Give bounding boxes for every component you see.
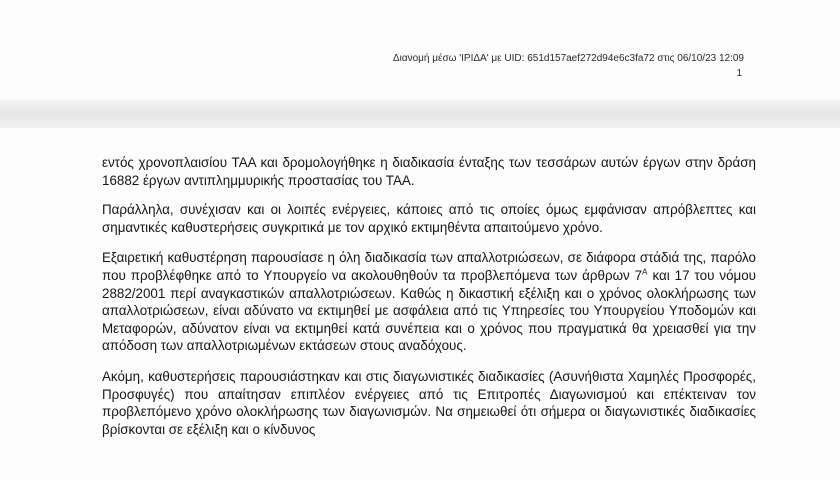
paragraph-parallel-actions: Παράλληλα, συνέχισαν και οι λοιπές ενέργειες, κάποιες από τις οποίες όμως εμφάνισαν απρόβλεπτες και σημαντικές καθυστερήσεις συγκριτικά με τον αρχικό εκτιμηθέντα απαιτούμενο χρόνο.	[102, 202, 756, 235]
expropriation-text-start: Εξαιρετική καθυστέρηση παρουσίασε η όλη διαδικασία των απαλλοτριώσεων, σε διάφορα στάδιά της, παρόλο που προβλέφθηκε από το Υπουργείο να ακολουθηθούν τα προβλεπόμενα των άρθρων 7	[102, 250, 756, 283]
page-separator	[0, 100, 840, 128]
page-number: 1	[736, 68, 742, 79]
distribution-header: Διανομή μέσω 'ΙΡΙΔΑ' με UID: 651d157aef272d94e6c3fa72 στις 06/10/23 12:09	[392, 53, 744, 64]
paragraph-tender-delays: Ακόμη, καθυστερήσεις παρουσιάστηκαν και στις διαγωνιστικές διαδικασίες (Ασυνήθιστα Χαμηλές Προσφορές, Προσφυγές) που απαίτησαν επιπλέον ενέργειες από τις Επιτροπές Διαγωνισμού και επέκτειναν τον προβλεπόμενο χρόνο ολοκλήρωσης των διαγωνισμών. Να σημειωθεί ότι σήμερα οι διαγωνιστικές διαδικασίες βρίσκονται σε εξέλιξη και ο κίνδυνος	[102, 368, 756, 437]
expropriation-text-end: και 17 του νόμου 2882/2001 περί αναγκαστικών απαλλοτριώσεων. Καθώς η δικαστική εξέλιξη και ο χρόνος ολοκλήρωσης των απαλλοτριώσεων, είναι αδύνατο να εκτιμηθεί με ασφάλεια από τις Υπηρεσίες του Υπουργείου Υποδομών και Μεταφορών, αδύνατον είναι να εκτιμηθεί κατά συνέπεια και ο χρόνος που πραγματικά θα χρειασθεί για την απόδοση των απαλλοτριωμένων εκτάσεων στους αναδόχους.	[102, 267, 756, 354]
article-superscript: Α	[642, 267, 648, 277]
document-body	[102, 154, 756, 451]
paragraph-expropriations	[102, 249, 756, 355]
paragraph-continuation: εντός χρονοπλαισίου ΤΑΑ και δρομολογήθηκε η διαδικασία ένταξης των τεσσάρων αυτών έργων στην δράση 16882 έργων αντιπλημμυρικής προστασίας του ΤΑΑ.	[102, 155, 756, 188]
